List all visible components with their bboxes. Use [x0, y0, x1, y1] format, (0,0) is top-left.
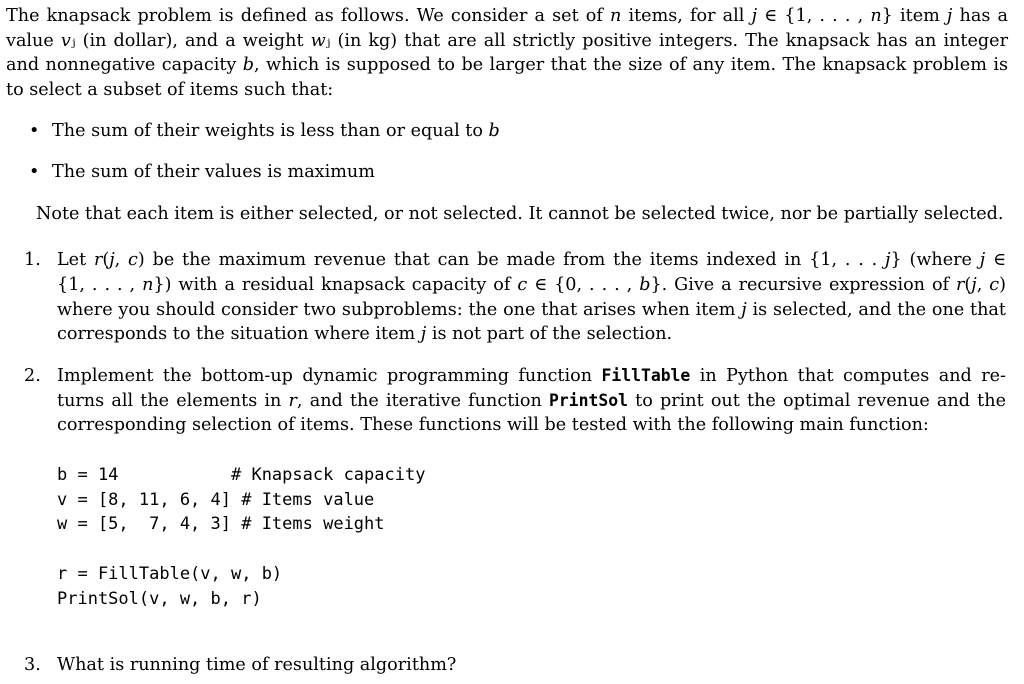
bullet-icon: •	[29, 162, 40, 182]
list-item	[29, 160, 375, 184]
question-2-line-1-text-a: Implement the bottom-up dynamic programming function	[57, 366, 602, 386]
question-3-number: 3.	[24, 655, 41, 675]
question-2-line-2-text-a: turns all the elements in 𝑟, and the iterative function	[57, 391, 549, 411]
question-1-number: 1.	[24, 250, 41, 270]
question-2-number: 2.	[24, 366, 41, 386]
question-2-line-2-text-b: to print out the optimal revenue and the	[627, 391, 1006, 411]
bullet-text-weight: The sum of their weights is less than or equal to 𝑏	[52, 121, 500, 141]
question-3-text: What is running time of resulting algorithm?	[57, 655, 457, 675]
question-1-line-4: corresponds to the situation where item 𝑗 is not part of the selection.	[57, 324, 673, 344]
list-item	[29, 119, 500, 143]
intro-line-4: to select a subset of items such that:	[6, 80, 334, 101]
bullet-text-value: The sum of their values is maximum	[52, 162, 375, 182]
question-1-line-3: where you should consider two subproblems: the one that arises when item 𝑗 is selected, and the one that	[57, 300, 1006, 320]
code-line-weights: w = [5, 7, 4, 3] # Items weight	[57, 514, 385, 534]
intro-line-3: and nonnegative capacity 𝑏, which is supposed to be larger that the size of any item. The knapsack problem is	[6, 55, 1008, 76]
question-2-line-1-text-b: in Python that computes and re-	[690, 366, 1006, 386]
question-1-line-2: {1, . . . , 𝑛}) with a residual knapsack capacity of 𝑐 ∈ {0, . . . , 𝑏}. Give a recursive expression of 𝑟(𝑗, 𝑐)	[57, 275, 1006, 295]
code-line-values: v = [8, 11, 6, 4] # Items value	[57, 490, 375, 510]
code-line-capacity: b = 14 # Knapsack capacity	[57, 465, 426, 485]
question-2-line-3: corresponding selection of items. These functions will be tested with the following main function:	[57, 415, 929, 435]
code-line-filltable-call: r = FillTable(v, w, b)	[57, 564, 283, 584]
intro-line-1: The knapsack problem is defined as follows. We consider a set of 𝑛 items, for all 𝑗 ∈ {1, . . . , 𝑛} item 𝑗 has a	[6, 6, 1008, 26]
question-2-line-1	[57, 364, 1006, 389]
printsol-function-name: PrintSol	[549, 391, 628, 410]
question-1-line-1: Let 𝑟(𝑗, 𝑐) be the maximum revenue that can be made from the items indexed in {1, . . . 𝑗} (where 𝑗 ∈	[57, 250, 1006, 270]
question-2-line-2	[57, 389, 1006, 414]
intro-line-2: value 𝑣ⱼ (in dollar), and a weight 𝑤ⱼ (in kg) that are all strictly positive integers. The knapsack has an integer	[6, 30, 1008, 51]
code-line-printsol-call: PrintSol(v, w, b, r)	[57, 589, 262, 609]
document-body	[6, 4, 1008, 103]
intro-paragraph	[6, 4, 1008, 103]
note-text: Note that each item is either selected, or not selected. It cannot be selected twice, nor be partially selected.	[36, 204, 1004, 224]
filltable-function-name: FillTable	[601, 366, 691, 385]
bullet-icon: •	[29, 121, 40, 141]
